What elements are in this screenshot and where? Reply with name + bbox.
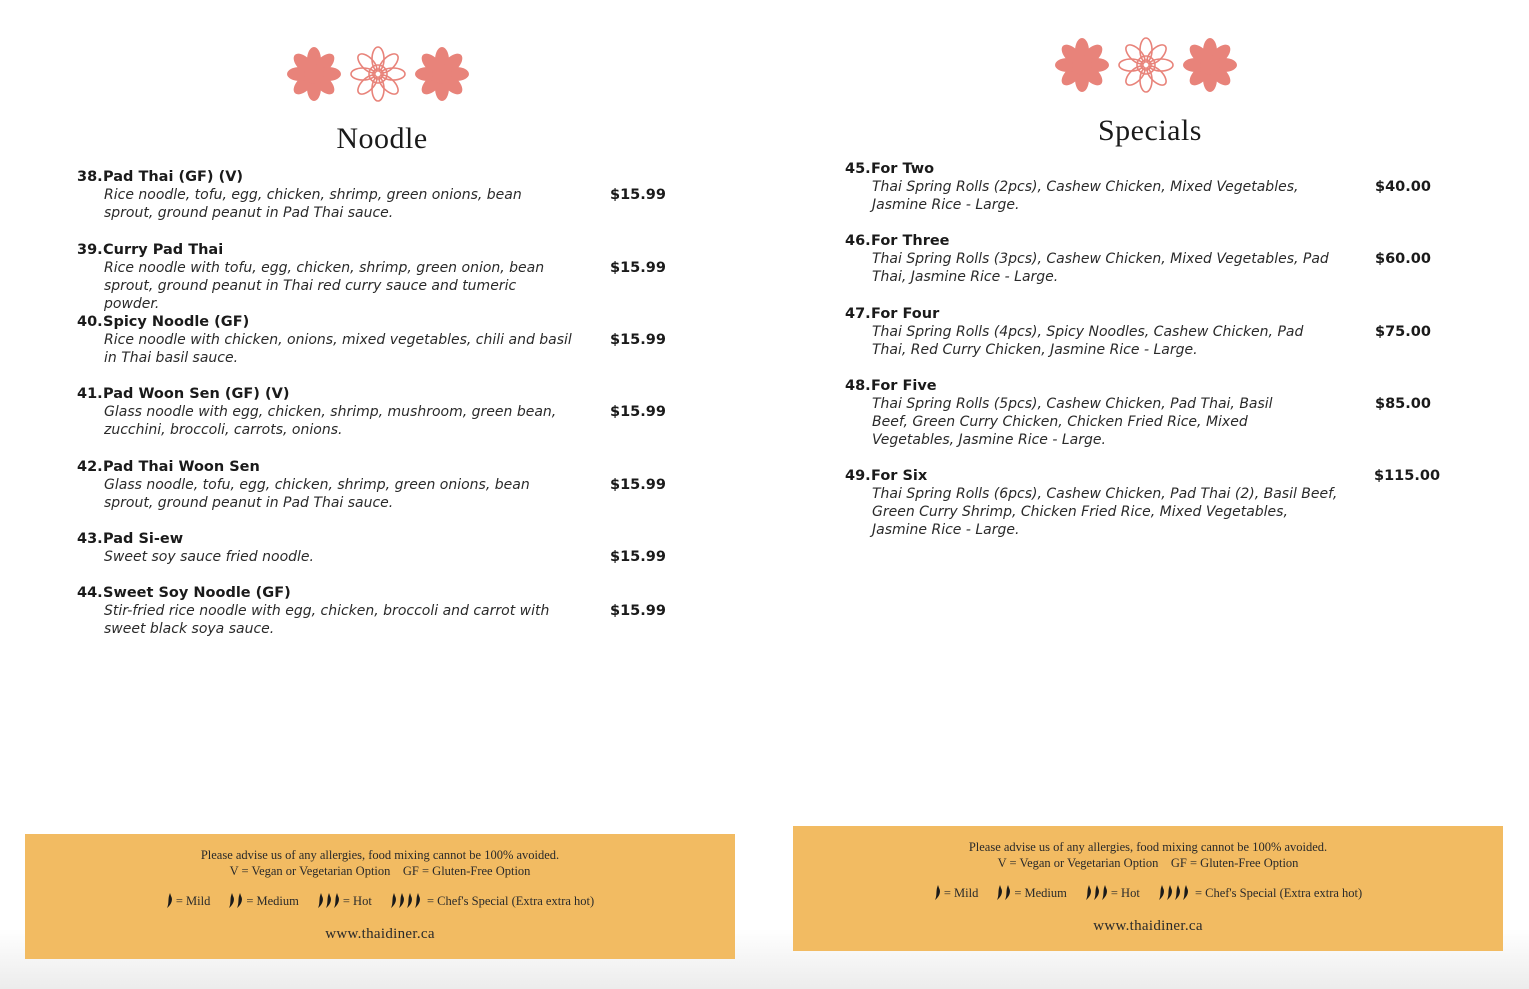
item-price: $15.99 — [610, 332, 666, 348]
allergy-note: Please advise us of any allergies, food mixing cannot be 100% avoided. — [200, 848, 560, 862]
chili-pepper-icon — [390, 893, 422, 909]
website-link[interactable]: www.thaidiner.ca — [325, 926, 435, 942]
spice-level-chefs-special — [1158, 885, 1362, 901]
menu-item — [77, 168, 677, 222]
item-number: 40. — [77, 314, 103, 330]
item-name: For Two — [871, 161, 935, 177]
item-price: $15.99 — [610, 549, 666, 565]
chili-pepper-icon — [317, 893, 341, 909]
spice-level-medium — [228, 893, 299, 909]
menu-item — [77, 458, 677, 512]
spice-legend — [25, 893, 735, 909]
item-name: Pad Thai (GF) (V) — [103, 169, 244, 185]
flower-decoration — [1052, 35, 1240, 95]
item-description: Glass noodle, tofu, egg, chicken, shrimp, green onions, bean sprout, ground peanut in Pad Thai sauce. — [104, 477, 530, 511]
item-price: $15.99 — [610, 603, 666, 619]
item-number: 49. — [845, 468, 871, 484]
menu-item — [77, 313, 677, 367]
item-name: Pad Woon Sen (GF) (V) — [103, 386, 290, 402]
item-heading — [77, 584, 677, 602]
item-number: 38. — [77, 169, 103, 185]
item-heading — [77, 530, 677, 548]
item-description: Thai Spring Rolls (5pcs), Cashew Chicken, Pad Thai, Basil Beef, Green Curry Chicken, Chicken Fried Rice, Mixed Vegetables, Jasmine Rice - Large. — [872, 396, 1273, 448]
item-heading — [845, 377, 1445, 395]
chili-pepper-icon — [228, 893, 244, 909]
allergy-note: Please advise us of any allergies, food mixing cannot be 100% avoided. — [968, 840, 1328, 854]
item-price: $75.00 — [1375, 324, 1431, 340]
spice-label: = Medium — [246, 893, 299, 908]
menu-item — [845, 467, 1445, 539]
menu-item — [845, 305, 1445, 359]
menu-page-specials — [768, 0, 1529, 989]
spice-level-medium — [996, 885, 1067, 901]
item-name: Pad Si-ew — [103, 531, 184, 547]
spice-level-chefs-special — [390, 893, 594, 909]
item-name: For Six — [871, 468, 928, 484]
option-legend: V = Vegan or Vegetarian Option GF = Gluten-Free Option — [997, 856, 1299, 870]
chili-pepper-icon — [1158, 885, 1190, 901]
option-legend: V = Vegan or Vegetarian Option GF = Gluten-Free Option — [229, 864, 531, 878]
item-heading — [845, 305, 1445, 323]
item-name: For Three — [871, 233, 950, 249]
chili-pepper-icon — [1085, 885, 1109, 901]
item-name: For Four — [871, 306, 940, 322]
item-number: 46. — [845, 233, 871, 249]
menu-item — [77, 241, 677, 313]
item-price: $115.00 — [1374, 468, 1441, 484]
allergy-footer — [793, 826, 1503, 951]
item-number: 45. — [845, 161, 871, 177]
menu-item — [77, 584, 677, 638]
menu-page-noodle — [0, 0, 764, 989]
item-number: 42. — [77, 459, 103, 475]
item-heading — [845, 160, 1445, 178]
spice-level-mild — [934, 885, 979, 901]
flower-solid-icon — [1180, 35, 1240, 95]
spice-label: = Hot — [342, 893, 372, 908]
flower-outline-icon — [1116, 35, 1176, 95]
item-heading — [77, 385, 677, 403]
menu-item — [845, 377, 1445, 449]
item-heading — [845, 467, 1445, 485]
spice-label: = Hot — [1110, 885, 1140, 900]
item-heading — [77, 458, 677, 476]
item-price: $15.99 — [610, 260, 666, 276]
item-description: Thai Spring Rolls (4pcs), Spicy Noodles, Cashew Chicken, Pad Thai, Red Curry Chicken, Jasmine Rice - Large. — [872, 324, 1304, 358]
item-number: 41. — [77, 386, 103, 402]
item-price: $40.00 — [1375, 179, 1431, 195]
spice-label: = Medium — [1014, 885, 1067, 900]
flower-solid-icon — [412, 44, 472, 104]
item-number: 47. — [845, 306, 871, 322]
allergy-footer — [25, 834, 735, 959]
spice-level-mild — [166, 893, 211, 909]
menu-item — [77, 530, 677, 566]
section-title: Noodle — [336, 122, 428, 155]
item-heading — [845, 232, 1445, 250]
item-number: 44. — [77, 585, 103, 601]
item-number: 39. — [77, 242, 103, 258]
flower-solid-icon — [284, 44, 344, 104]
flower-solid-icon — [1052, 35, 1112, 95]
item-description: Thai Spring Rolls (3pcs), Cashew Chicken, Mixed Vegetables, Pad Thai, Jasmine Rice - Large. — [872, 251, 1329, 285]
item-description: Rice noodle with tofu, egg, chicken, shrimp, green onion, bean sprout, ground peanut in Thai red curry sauce and tumeric powder. — [104, 260, 545, 312]
item-name: Curry Pad Thai — [103, 242, 224, 258]
spice-level-hot — [1085, 885, 1140, 901]
item-price: $15.99 — [610, 187, 666, 203]
item-description: Thai Spring Rolls (2pcs), Cashew Chicken, Mixed Vegetables, Jasmine Rice - Large. — [872, 179, 1299, 213]
item-description: Stir-fried rice noodle with egg, chicken, broccoli and carrot with sweet black soya sauce. — [104, 603, 550, 637]
item-heading — [77, 168, 677, 186]
spice-label: = Chef's Special (Extra extra hot) — [1191, 885, 1363, 900]
website-link[interactable]: www.thaidiner.ca — [1093, 918, 1203, 934]
spice-label: = Mild — [175, 893, 211, 908]
item-description: Thai Spring Rolls (6pcs), Cashew Chicken, Pad Thai (2), Basil Beef, Green Curry Shrimp, Chicken Fried Rice, Mixed Vegetables, Jasmine Rice - Large. — [872, 486, 1338, 538]
item-price: $60.00 — [1375, 251, 1431, 267]
chili-pepper-icon — [996, 885, 1012, 901]
item-heading — [77, 313, 677, 331]
item-description: Rice noodle with chicken, onions, mixed vegetables, chili and basil in Thai basil sauce. — [104, 332, 572, 366]
item-description: Sweet soy sauce fried noodle. — [104, 549, 314, 565]
spice-label: = Mild — [943, 885, 979, 900]
item-price: $15.99 — [610, 477, 666, 493]
item-name: Spicy Noodle (GF) — [103, 314, 250, 330]
spice-label: = Chef's Special (Extra extra hot) — [423, 893, 595, 908]
chili-pepper-icon — [934, 885, 942, 901]
flower-outline-icon — [348, 44, 408, 104]
flower-decoration — [284, 44, 472, 104]
spice-level-hot — [317, 893, 372, 909]
chili-pepper-icon — [166, 893, 174, 909]
item-heading — [77, 241, 677, 259]
item-number: 43. — [77, 531, 103, 547]
item-description: Rice noodle, tofu, egg, chicken, shrimp, green onions, bean sprout, ground peanut in Pad Thai sauce. — [104, 187, 522, 221]
menu-item — [845, 232, 1445, 286]
spice-legend — [793, 885, 1503, 901]
item-description: Glass noodle with egg, chicken, shrimp, mushroom, green bean, zucchini, broccoli, carrots, onions. — [104, 404, 557, 438]
menu-item — [77, 385, 677, 439]
section-title: Specials — [1098, 114, 1202, 147]
item-price: $85.00 — [1375, 396, 1431, 412]
item-name: Sweet Soy Noodle (GF) — [103, 585, 291, 601]
item-name: For Five — [871, 378, 937, 394]
item-name: Pad Thai Woon Sen — [103, 459, 260, 475]
menu-item — [845, 160, 1445, 214]
item-price: $15.99 — [610, 404, 666, 420]
item-number: 48. — [845, 378, 871, 394]
